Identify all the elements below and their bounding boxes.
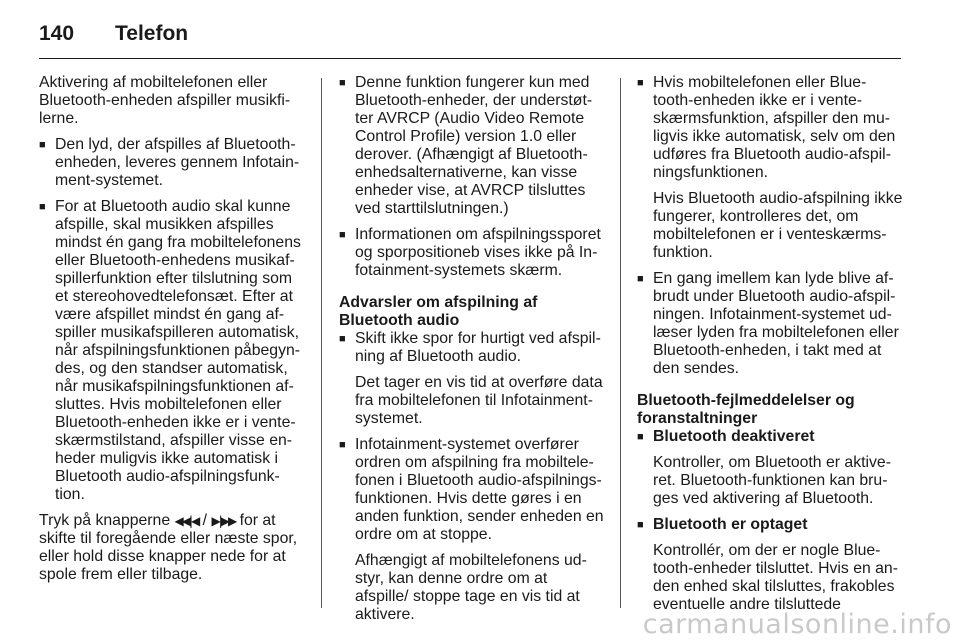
column-1 [39,74,307,592]
outro-paragraph [39,512,307,584]
error-item-title: ■ Bluetooth deaktiveret [637,428,903,446]
error-item-text: Kontroller, om Bluetooth er aktive-ret. Bluetooth-funktionen kan bru-ges ved aktivering af Bluetooth. [653,454,891,507]
watermark: carmanualsonline.info [642,609,952,640]
bullet-item: ■ Hvis mobiltelefonen eller Blue-tooth-enheden ikke er i vente-skærmsfunktion, afspiller den mu-ligvis ikke automatisk, selv om den udføres fra Bluetooth audio-afspil-ningsfunktionen. [637,74,903,182]
bullet-item: ■ Denne funktion fungerer kun med Bluetooth-enheder, der understøt-ter AVRCP (Audio Video Remote Control Profile) version 1.0 eller derover. (Afhængigt af Bluetooth-enhedsalternativerne, kan visse enheder vise, at AVRCP tilsluttes ved starttilslutningen.) [339,74,605,218]
column-divider [620,78,621,608]
bullet-item: ■ Skift ikke spor for hurtigt ved afspil-ning af Bluetooth audio. [339,330,605,366]
bullet-item: ■ Informationen om afspilningssporet og sporpositioneb vises ikke på In-fotainment-systemets skærm. [339,226,605,280]
page-number: 140 [39,22,75,45]
section-heading: Advarsler om afspilning af Bluetooth audio [339,294,538,329]
error-item-text: Kontrollér, om der er nogle Blue-tooth-enheder tilsluttet. Hvis en an-den enhed skal tilsluttes, frakobles eventuelle andre tilsluttede [653,542,898,613]
header-rule [39,58,901,59]
bullet-continuation: Afhængigt af mobiltelefonens ud-styr, kan denne ordre om at afspille/ stoppe tage en vis tid at aktivere. [355,552,587,623]
outro-start: Tryk på knapperne [39,512,171,529]
intro-paragraph: Aktivering af mobiltelefonen eller Bluetooth-enheden afspiller musikfi-lerne. [39,74,291,127]
outro-end: for at skifte til foregående eller næste spor, eller hold disse knapper nede for at spole frem eller tilbage. [39,512,298,583]
error-item-title: ■ Bluetooth er optaget [637,516,903,534]
bullet-item: ■ En gang imellem kan lyde blive af-brudt under Bluetooth audio-afspil-ningen. Infotainment-systemet ud-læser lyden fra mobiltelefonen eller Bluetooth-enheden, i takt med at den sendes. [637,270,903,378]
separator: / [202,512,208,529]
bullet-item: ■ For at Bluetooth audio skal kunne afspille, skal musikken afspilles mindst én gang fra mobiltelefonens eller Bluetooth-enhedens musikaf-spillerfunktion efter tilslutning som et stereohovedtelefonsæt. Efter at være afspillet mindst én gang af-spiller musikafspilleren automatisk, når afspilningsfunktionen påbegyn-des, og den standser automatisk, når musikafspilningsfunktionen af-sluttes. Hvis mobiltelefonen eller Bluetooth-enheden ikke er i vente-skærmstilstand, afspiller visse en-heder muligvis ikke automatisk i Bluetooth audio-afspilningsfunk-tion. [39,198,307,504]
chapter-title: Telefon [115,22,189,45]
bullet-item: ■ Infotainment-systemet overfører ordren om afspilning fra mobiltele-fonen i Bluetooth audio-afspilnings-funktionen. Hvis dette gøres i en anden funktion, sender enheden en ordre om at stoppe. [339,436,605,544]
next-track-icon: ▶|▶▶ [211,514,236,528]
previous-track-icon: ◀◀|◀ [174,514,199,528]
section-heading: Bluetooth-fejlmeddelelser og foranstaltninger [637,392,855,427]
column-2 [339,74,605,632]
column-3 [637,74,903,622]
bullet-item: ■ Den lyd, der afspilles af Bluetooth-enheden, leveres gennem Infotain-ment-systemet. [39,136,307,190]
column-divider [321,78,322,608]
page-header [39,14,188,54]
bullet-continuation: Det tager en vis tid at overføre data fra mobiltelefonen til Infotainment-systemet. [355,374,603,427]
bullet-continuation: Hvis Bluetooth audio-afspilning ikke fungerer, kontrolleres det, om mobiltelefonen er i venteskærms-funktion. [653,190,903,261]
